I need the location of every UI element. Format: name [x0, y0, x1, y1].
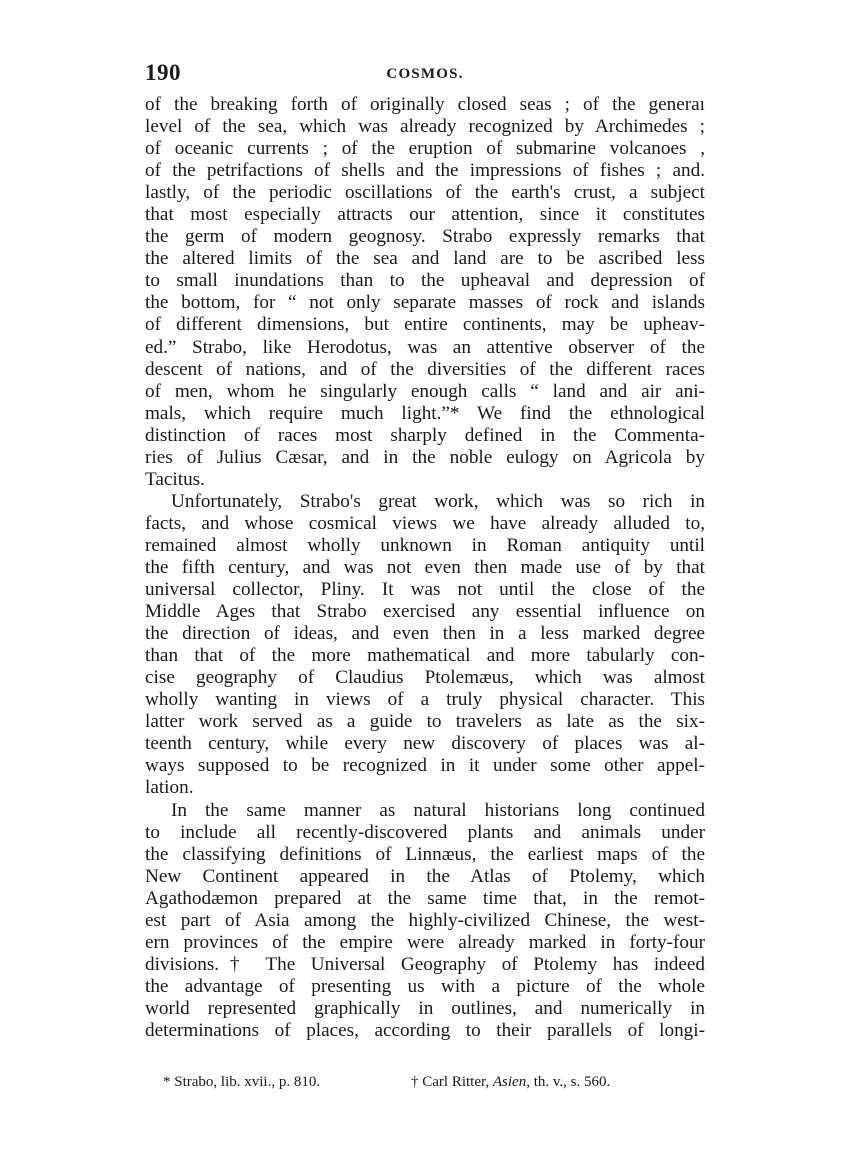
paragraph: [145, 94, 705, 491]
text-line: the altered limits of the sea and land are to be ascribed less: [145, 248, 705, 270]
text-line: Tacitus.: [145, 468, 205, 490]
text-line: Unfortunately, Strabo's great work, which was so rich in: [171, 490, 705, 512]
text-line: the advantage of presenting us with a picture of the whole: [145, 975, 705, 997]
text-line: wholly wanting in views of a truly physical character. This: [145, 689, 705, 711]
text-line: of men, whom he singularly enough calls “ land and air ani-: [145, 380, 705, 402]
text-line: the fifth century, and was not even then made use of by that: [145, 556, 705, 578]
text-line: universal collector, Pliny. It was not until the close of the: [145, 579, 705, 601]
text-line: Agathodæmon prepared at the same time that, in the remot-: [145, 887, 705, 909]
text-line: world represented graphically in outlines, and numerically in: [145, 997, 705, 1019]
text-line: ries of Julius Cæsar, and in the noble eulogy on Agricola by: [145, 446, 705, 468]
text-line: New Continent appeared in the Atlas of Ptolemy, which: [145, 865, 705, 887]
text-line: to small inundations than to the upheaval and depression of: [145, 270, 705, 292]
footnote-strabo: * Strabo, lib. xvii., p. 810.: [163, 1074, 321, 1090]
text-line: ern provinces of the empire were already marked in forty-four: [145, 931, 705, 953]
text-line: cise geography of Claudius Ptolemæus, which was almost: [145, 667, 705, 689]
text-line: Middle Ages that Strabo exercised any essential influence on: [145, 601, 705, 623]
text-line: the bottom, for “ not only separate masses of rock and islands: [145, 292, 705, 314]
text-line: to include all recently-discovered plants and animals under: [145, 821, 705, 843]
text-line: facts, and whose cosmical views we have already alluded to,: [145, 512, 705, 534]
text-line: ed.” Strabo, like Herodotus, was an attentive observer of the: [145, 336, 705, 358]
text-line: lastly, of the periodic oscillations of the earth's crust, a subject: [145, 182, 705, 204]
text-line: distinction of races most sharply defined in the Commenta-: [145, 424, 705, 446]
text-line: divisions.† The Universal Geography of Ptolemy has indeed: [145, 953, 705, 975]
text-line: est part of Asia among the highly-civilized Chinese, the west-: [145, 909, 705, 931]
footnote-ritter: † Carl Ritter, Asien, th. v., s. 560.: [411, 1074, 611, 1090]
text-line: descent of nations, and of the diversities of the different races: [145, 358, 705, 380]
text-line: than that of the more mathematical and more tabularly con-: [145, 645, 705, 667]
text-line: remained almost wholly unknown in Roman antiquity until: [145, 534, 705, 556]
text-line: the direction of ideas, and even then in a less marked degree: [145, 623, 705, 645]
text-line: of oceanic currents ; of the eruption of submarine volcanoes ,: [145, 138, 705, 160]
body-text: [145, 94, 705, 1042]
text-line: level of the sea, which was already recognized by Archimedes ;: [145, 116, 705, 138]
text-line: In the same manner as natural historians long continued: [171, 799, 705, 821]
text-line: determinations of places, according to their parallels of longi-: [145, 1019, 705, 1041]
text-line: that most especially attracts our attention, since it constitutes: [145, 204, 705, 226]
text-line: mals, which require much light.”* We find the ethnological: [145, 402, 705, 424]
text-line: teenth century, while every new discovery of places was al-: [145, 733, 705, 755]
text-line: latter work served as a guide to travelers as late as the six-: [145, 711, 705, 733]
paragraph: [145, 491, 705, 800]
text-line: of different dimensions, but entire continents, may be upheav-: [145, 314, 705, 336]
text-line: ways supposed to be recognized in it under some other appel-: [145, 755, 705, 777]
text-line: of the breaking forth of originally closed seas ; of the generaı: [145, 94, 705, 115]
page-number: 190: [145, 60, 181, 85]
text-line: lation.: [145, 777, 194, 799]
text-line: the germ of modern geognosy. Strabo expressly remarks that: [145, 226, 705, 248]
text-line: the classifying definitions of Linnæus, the earliest maps of the: [145, 843, 705, 865]
text-line: of the petrifactions of shells and the impressions of fishes ; and.: [145, 160, 705, 182]
page-header: [145, 60, 705, 90]
running-title: COSMOS.: [386, 66, 464, 82]
paragraph: [145, 800, 705, 1043]
